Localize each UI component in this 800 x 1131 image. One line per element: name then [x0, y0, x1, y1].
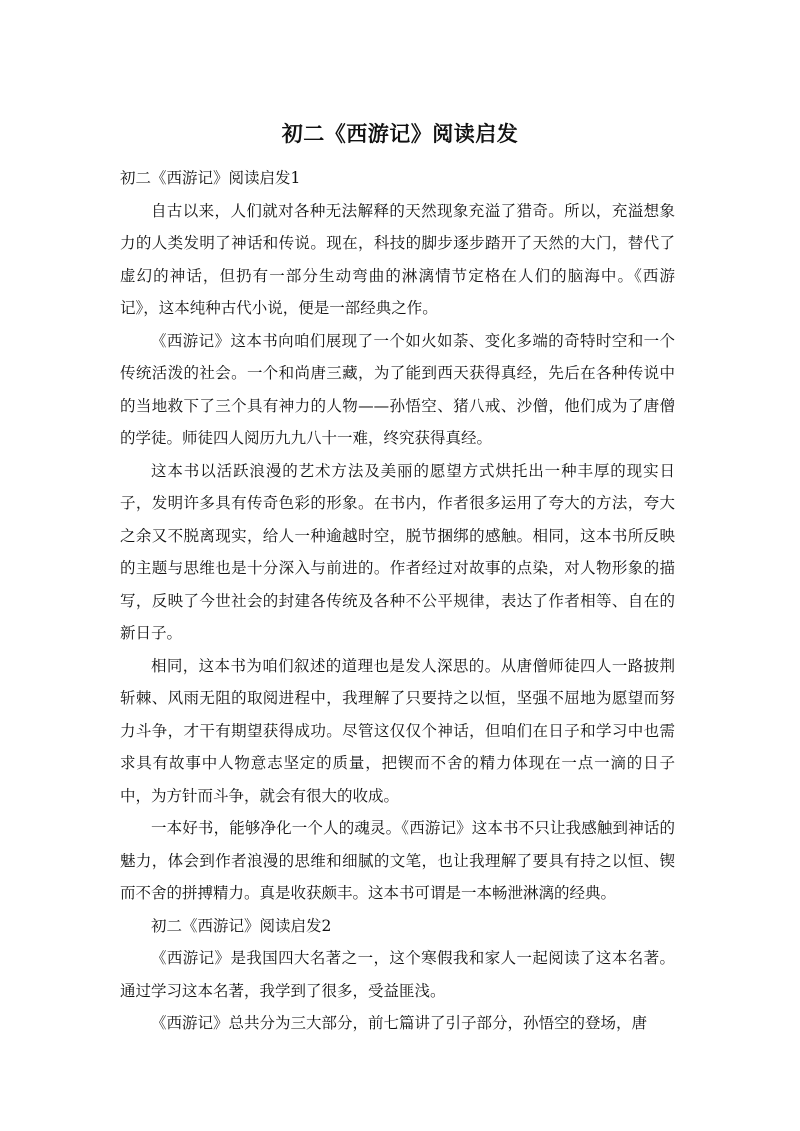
paragraph: 自古以来，人们就对各种无法解释的天然现象充溢了猎奇。所以，充溢想象力的人类发明了神话和传说。现在，科技的脚步逐步踏开了天然的大门，替代了虚幻的神话，但扔有一部分生动弯曲的淋漓情节定格在人们的脑海中。《西游记》，这本纯种古代小说，便是一部经典之作。	[120, 201, 675, 317]
paragraph: 相同，这本书为咱们叙述的道理也是发人深思的。从唐僧师徒四人一路披荆斩棘、风雨无阻的取阅进程中，我理解了只要持之以恒，坚强不屈地为愿望而努力斗争，才干有期望获得成功。尽管这仅仅个神话，但咱们在日子和学习中也需求具有故事中人物意志坚定的质量，把锲而不舍的精力体现在一点一滴的日子中，为方针而斗争，就会有很大的收成。	[120, 656, 675, 805]
paragraph: 《西游记》是我国四大名著之一，这个寒假我和家人一起阅读了这本名著。通过学习这本名著，我学到了很多，受益匪浅。	[120, 949, 675, 1000]
document-title: 初二《西游记》阅读启发	[281, 122, 519, 146]
paragraph: 这本书以活跃浪漫的艺术方法及美丽的愿望方式烘托出一种丰厚的现实日子，发明许多具有传奇色彩的形象。在书内，作者很多运用了夸大的方法，夸大之余又不脱离现实，给人一种逾越时空，脱节捆绑的感触。相同，这本书所反映的主题与思维也是十分深入与前进的。作者经过对故事的点染，对人物形象的描写，反映了今世社会的封建各传统及各种不公平规律，表达了作者相等、自在的新日子。	[120, 461, 675, 642]
paragraph: 《西游记》这本书向咱们展现了一个如火如荼、变化多端的奇特时空和一个传统活泼的社会。一个和尚唐三藏，为了能到西天获得真经，先后在各种传说中的当地救下了三个具有神力的人物——孙悟空、猪八戒、沙僧，他们成为了唐僧的学徒。师徒四人阅历九九八十一难，终究获得真经。	[120, 331, 675, 447]
document-body	[120, 162, 675, 1040]
section-heading-2: 初二《西游记》阅读启发2	[151, 916, 332, 935]
section-heading-1: 初二《西游记》阅读启发1	[120, 169, 301, 187]
paragraph: 一本好书，能够净化一个人的魂灵。《西游记》这本书不只让我感触到神话的魅力，体会到作者浪漫的思维和细腻的文笔，也让我理解了要具有持之以恒、锲而不舍的拼搏精力。真是收获颇丰。这本书可谓是一本畅泄淋漓的经典。	[120, 819, 675, 902]
paragraph: 《西游记》总共分为三大部分，前七篇讲了引子部分，孙悟空的登场，唐	[151, 1014, 648, 1032]
